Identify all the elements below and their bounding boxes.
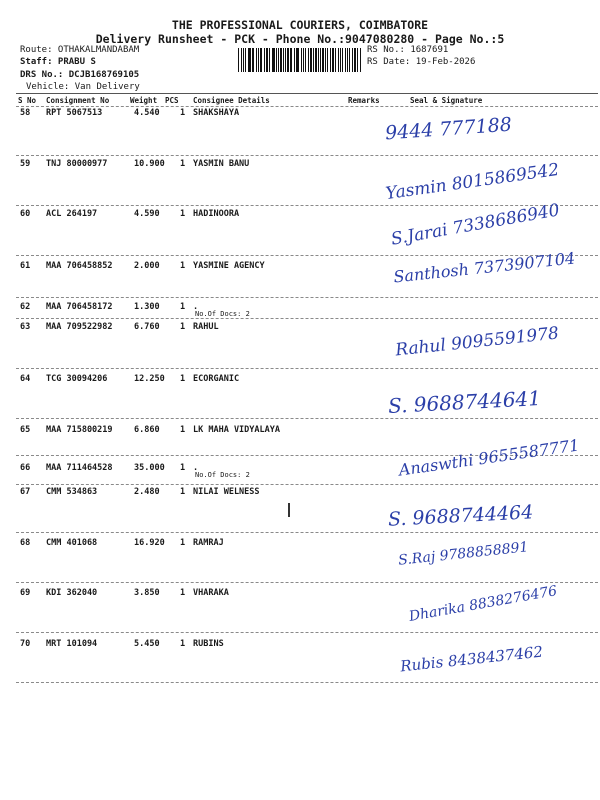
row-consignment-no: MAA 715800219 [46,425,113,435]
row-divider [16,368,598,369]
row-consignment-no: CMM 534863 [46,487,98,497]
row-consignee-name: LK MAHA VIDYALAYA [193,425,280,435]
header-bottom-rule [16,106,598,107]
row-divider [16,318,598,319]
row-weight: 2.000 [134,261,160,271]
row-pcs: 1 [180,588,186,598]
stray-mark [288,503,290,517]
row-consignment-no: MRT 101094 [46,639,98,649]
row-consignment-no: TNJ 80000977 [46,159,108,169]
vehicle-label: Vehicle: Van Delivery [26,82,140,92]
col-consignment: Consignment No [46,96,110,105]
row-pcs: 1 [180,108,186,118]
row-pcs: 1 [180,425,186,435]
row-weight: 2.480 [134,487,160,497]
row-consignment-no: TCG 30094206 [46,374,108,384]
row-consignee-name: VHARAKA [193,588,229,598]
row-sno: 62 [20,302,31,312]
row-pcs: 1 [180,261,186,271]
col-sno: S No [18,96,37,105]
row-signature: Santhosh 7373907104 [392,248,577,287]
row-sno: 63 [20,322,31,332]
row-consignment-no: RPT 5067513 [46,108,103,118]
row-divider [16,632,598,633]
row-consignee-name: . [193,463,199,473]
rs-number: RS No.: 1687691 [367,45,449,55]
row-divider [16,297,598,298]
staff-label: Staff: PRABU S [20,57,96,67]
barcode [238,48,362,72]
row-pcs: 1 [180,302,186,312]
row-sno: 64 [20,374,31,384]
row-consignment-no: MAA 709522982 [46,322,113,332]
row-sno: 59 [20,159,31,169]
row-consignee-name: RAHUL [193,322,219,332]
row-docs-count: No.Of Docs: 2 [195,310,250,318]
row-divider [16,155,598,156]
row-sno: 66 [20,463,31,473]
row-weight: 4.540 [134,108,160,118]
row-divider [16,682,598,683]
row-sno: 68 [20,538,31,548]
row-consignee-name: RAMRAJ [193,538,224,548]
rs-date: RS Date: 19-Feb-2026 [367,57,476,67]
row-signature: Rubis 8438437462 [399,642,544,676]
row-signature: S.Raj 9788858891 [397,539,530,569]
row-pcs: 1 [180,639,186,649]
row-signature: Anaswthi 9655587771 [397,435,581,480]
row-weight: 4.590 [134,209,160,219]
row-sno: 61 [20,261,31,271]
row-weight: 6.860 [134,425,160,435]
row-consignee-name: SHAKSHAYA [193,108,240,118]
row-sno: 60 [20,209,31,219]
runsheet-subtitle: Delivery Runsheet - PCK - Phone No.:9047080280 - Page No.:5 [95,32,505,46]
row-pcs: 1 [180,374,186,384]
row-divider [16,582,598,583]
row-sno: 67 [20,487,31,497]
row-sno: 58 [20,108,31,118]
row-signature: Rahul 9095591978 [394,323,560,361]
route-label: Route: OTHAKALMANDABAM [20,45,140,55]
row-divider [16,205,598,206]
row-weight: 6.760 [134,322,160,332]
row-pcs: 1 [180,463,186,473]
row-pcs: 1 [180,209,186,219]
row-docs-count: No.Of Docs: 2 [195,471,250,479]
row-weight: 5.450 [134,639,160,649]
row-consignment-no: KDI 362040 [46,588,98,598]
row-divider [16,484,598,485]
row-signature: S.Jarai 7338686940 [389,200,562,250]
row-signature: S. 9688744641 [387,386,542,418]
row-pcs: 1 [180,159,186,169]
row-consignee-name: YASMIN BANU [193,159,250,169]
row-weight: 16.920 [134,538,165,548]
row-consignment-no: ACL 264197 [46,209,98,219]
col-pcs: PCS [165,96,179,105]
company-title: THE PROFESSIONAL COURIERS, COIMBATORE [171,18,429,32]
row-weight: 3.850 [134,588,160,598]
row-consignee-name: YASMINE AGENCY [193,261,265,271]
row-weight: 35.000 [134,463,165,473]
row-pcs: 1 [180,538,186,548]
row-sno: 70 [20,639,31,649]
row-weight: 1.300 [134,302,160,312]
row-sno: 65 [20,425,31,435]
row-consignment-no: MAA 711464528 [46,463,113,473]
col-weight: Weight [130,96,158,105]
row-divider [16,532,598,533]
row-divider [16,418,598,419]
row-pcs: 1 [180,487,186,497]
drs-label: DRS No.: DCJB168769105 [20,70,140,80]
row-signature: Dharika 8838276476 [407,583,559,625]
row-consignee-name: . [193,302,199,312]
col-seal-signature: Seal & Signature [410,96,483,105]
row-consignee-name: ECORGANIC [193,374,240,384]
row-consignee-name: HADINOORA [193,209,240,219]
row-consignee-name: RUBINS [193,639,224,649]
row-weight: 12.250 [134,374,165,384]
row-consignee-name: NILAI WELNESS [193,487,260,497]
row-pcs: 1 [180,322,186,332]
col-consignee: Consignee Details [193,96,270,105]
row-sno: 69 [20,588,31,598]
header-top-rule [16,93,598,94]
row-consignment-no: CMM 401068 [46,538,98,548]
row-weight: 10.900 [134,159,165,169]
row-consignment-no: MAA 706458852 [46,261,113,271]
row-signature: Yasmin 8015869542 [384,159,561,205]
row-consignment-no: MAA 706458172 [46,302,113,312]
row-signature: S. 9688744464 [387,501,534,531]
row-signature: 9444 777188 [384,113,513,145]
col-remarks: Remarks [348,96,380,105]
